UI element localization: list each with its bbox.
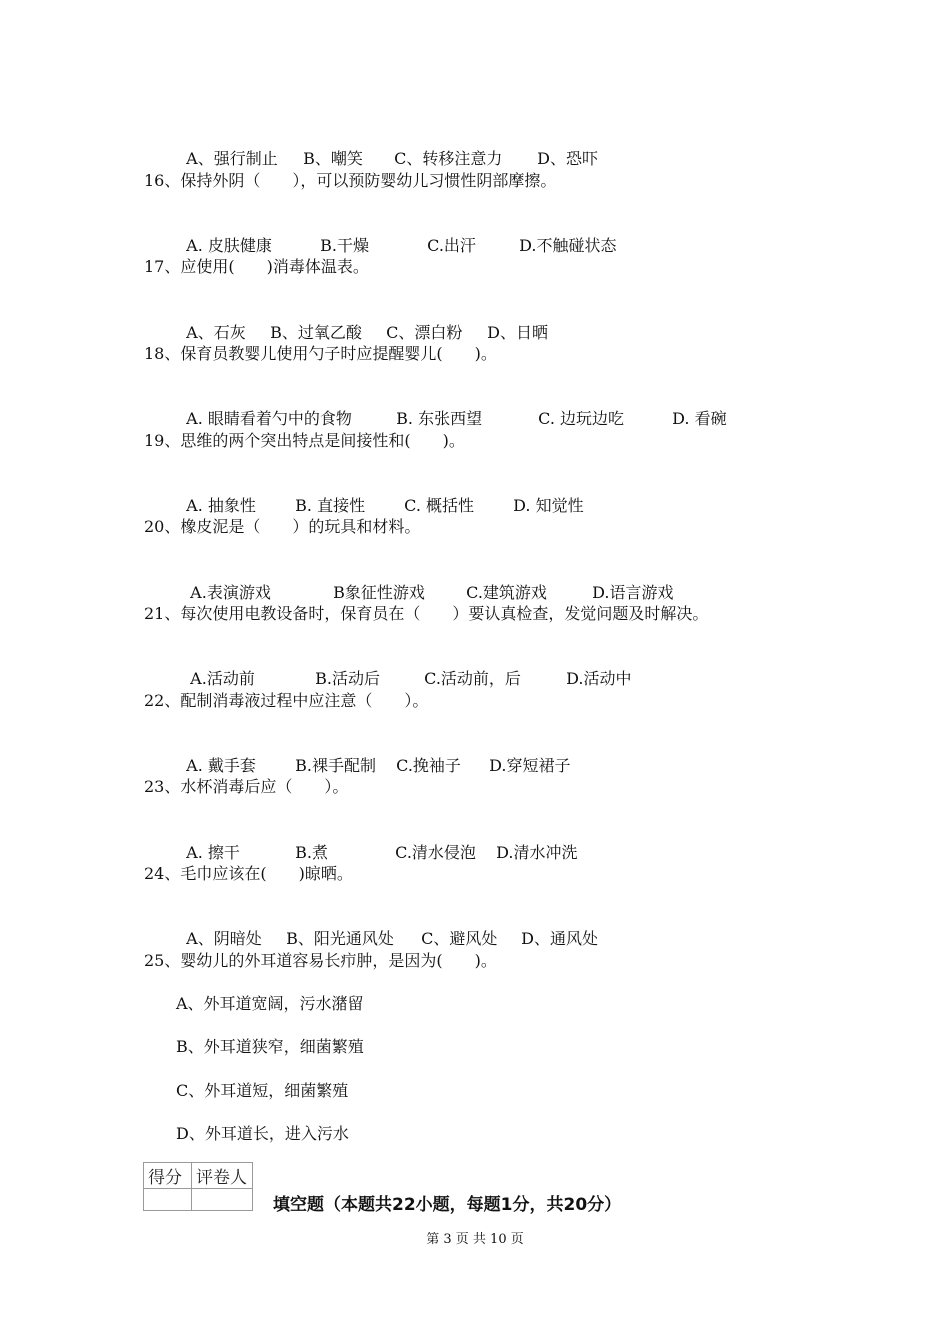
- option: C.出汗: [427, 236, 476, 255]
- question-21: 21、每次使用电教设备时，保育员在（ ）要认真检查，发觉问题及时解决。: [144, 604, 709, 623]
- q15-option-c: C、转移注意力: [394, 149, 503, 168]
- option: A、石灰: [186, 323, 246, 342]
- question-24-options: [176, 906, 598, 950]
- option: D.清水冲洗: [496, 843, 578, 862]
- option: D.活动中: [566, 669, 632, 688]
- option: D.不触碰状态: [519, 236, 617, 255]
- q15-option-a: A、强行制止: [186, 149, 278, 168]
- option: A、外耳道宽阔，污水潴留: [176, 994, 364, 1013]
- question-17-options: [176, 300, 548, 344]
- option: D.语言游戏: [592, 583, 674, 602]
- option: B. 直接性: [295, 496, 366, 515]
- option: A. 眼睛看着勺中的食物: [186, 409, 352, 428]
- grader-cell: [192, 1189, 253, 1211]
- option: C.活动前，后: [424, 669, 521, 688]
- option: B.煮: [295, 843, 329, 862]
- option: B、过氧乙酸: [270, 323, 362, 342]
- option: C、外耳道短，细菌繁殖: [176, 1081, 349, 1100]
- option: A.表演游戏: [190, 583, 271, 602]
- score-cell: [144, 1189, 192, 1211]
- score-label: 得分: [144, 1163, 192, 1189]
- option: A、阴暗处: [186, 929, 262, 948]
- question-18-options: [176, 386, 727, 430]
- question-22: 22、配制消毒液过程中应注意（ ）。: [144, 691, 429, 710]
- option: B.干燥: [320, 236, 370, 255]
- section-title: 填空题（本题共22小题，每题1分，共20分）: [273, 1195, 622, 1215]
- option: C. 概括性: [404, 496, 475, 515]
- question-22-options: [176, 733, 571, 777]
- option: D. 看碗: [672, 409, 727, 428]
- q15-option-d: D、恐吓: [537, 149, 599, 168]
- question-16: 16、保持外阴（ ），可以预防婴幼儿习惯性阴部摩擦。: [144, 171, 557, 190]
- option: A. 擦干: [186, 843, 240, 862]
- option: D.穿短裙子: [489, 756, 571, 775]
- question-17: 17、应使用( )消毒体温表。: [144, 257, 369, 276]
- question-24: 24、毛巾应该在( )晾晒。: [144, 864, 353, 883]
- option: B. 东张西望: [396, 409, 483, 428]
- option: D、通风处: [521, 929, 599, 948]
- option: A.活动前: [190, 669, 255, 688]
- option: A. 皮肤健康: [186, 236, 272, 255]
- page-footer: 第 3 页 共 10 页: [426, 1232, 524, 1247]
- option: A. 抽象性: [186, 496, 256, 515]
- score-table: [143, 1162, 253, 1211]
- option: C.清水侵泡: [395, 843, 476, 862]
- question-19-options: [176, 473, 584, 517]
- option: B象征性游戏: [333, 583, 425, 602]
- option: B.裸手配制: [295, 756, 377, 775]
- question-16-options: [176, 213, 617, 257]
- option: B、外耳道狭窄，细菌繁殖: [176, 1037, 364, 1056]
- option: A. 戴手套: [186, 756, 256, 775]
- option: C. 边玩边吃: [538, 409, 625, 428]
- question-18: 18、保育员教婴儿使用勺子时应提醒婴儿( )。: [144, 344, 497, 363]
- option: B、阳光通风处: [286, 929, 394, 948]
- question-20: 20、橡皮泥是（ ）的玩具和材料。: [144, 517, 421, 536]
- question-21-options: [180, 646, 632, 690]
- option: D、外耳道长，进入污水: [176, 1124, 349, 1143]
- question-23-options: [176, 820, 578, 864]
- option: C、漂白粉: [386, 323, 463, 342]
- q15-option-b: B、嘲笑: [303, 149, 363, 168]
- question-19: 19、思维的两个突出特点是间接性和( )。: [144, 431, 465, 450]
- option: C.挽袖子: [396, 756, 461, 775]
- option: D. 知觉性: [513, 496, 584, 515]
- option: D、日晒: [487, 323, 549, 342]
- grader-label: 评卷人: [192, 1163, 253, 1189]
- option: C.建筑游戏: [466, 583, 547, 602]
- option: C、避风处: [421, 929, 498, 948]
- question-23: 23、水杯消毒后应（ ）。: [144, 777, 349, 796]
- q15-options: [176, 126, 598, 170]
- option: B.活动后: [315, 669, 381, 688]
- question-25: 25、婴幼儿的外耳道容易长疖肿，是因为( )。: [144, 951, 497, 970]
- question-20-options: [180, 560, 674, 604]
